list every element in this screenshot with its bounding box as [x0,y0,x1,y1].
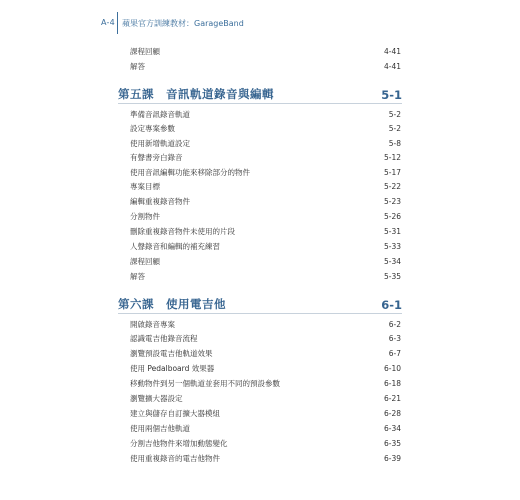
header-divider [117,12,118,34]
toc-entry-title: 設定專案參數 [130,124,175,133]
toc-entry-title: 建立與儲存自訂擴大器模組 [130,409,220,418]
toc-entry-page: 5-33 [383,242,401,251]
toc-entry[interactable] [130,150,401,165]
lesson-heading[interactable] [118,294,402,314]
toc-entry-page: 6-21 [383,394,401,403]
toc-entry-page: 5-12 [383,153,401,162]
toc-entry-title: 瀏覽擴大器設定 [130,394,183,403]
toc-entry-page: 6-18 [383,379,401,388]
toc-entry-title: 準備音訊錄音軌道 [130,110,190,119]
toc-entry[interactable] [130,179,401,194]
toc-entry-title: 人聲錄音和編輯的補充練習 [130,242,220,251]
page-number: A-4 [101,18,115,27]
toc-entry-page: 5-26 [383,212,401,221]
toc-entry-title: 開啟錄音專案 [130,320,175,329]
toc-entry-title: 編輯重複錄音物件 [130,197,190,206]
toc-entry[interactable] [130,194,401,209]
lesson-heading[interactable] [118,84,402,104]
toc-entry-title: 使用兩個吉他軌道 [130,424,190,433]
toc-entry-page: 5-17 [383,168,401,177]
toc-entry-title: 認識電吉他錄音流程 [130,334,198,343]
toc-entry-title: 課程回顧 [130,47,160,56]
lesson-title: 第五課 音訊軌道錄音與編輯 [118,87,274,101]
toc-entry-title: 使用 Pedalboard 效果器 [130,364,215,373]
toc-entry-page: 6-34 [383,424,401,433]
toc-entry-page: 6-7 [388,349,401,358]
toc-entry[interactable] [130,361,401,376]
toc-entry-page: 6-2 [388,320,401,329]
toc-entry[interactable] [130,436,401,451]
toc-entry[interactable] [130,107,401,122]
toc-entry-page: 6-10 [383,364,401,373]
lesson-page: 5-1 [381,88,402,102]
toc-entry-page: 5-23 [383,197,401,206]
toc-entry-title: 刪除重複錄音物件未使用的片段 [130,227,235,236]
toc-entry[interactable] [130,406,401,421]
toc-entry[interactable] [130,317,401,332]
toc-entry[interactable] [130,59,401,74]
toc-entry[interactable] [130,239,401,254]
toc-entry[interactable] [130,331,401,346]
toc-entry-title: 使用重複錄音的電吉他物件 [130,454,220,463]
toc-entry-page: 5-2 [388,110,401,119]
toc-entry[interactable] [130,391,401,406]
toc-entry[interactable] [130,254,401,269]
toc-entry-page: 4-41 [383,62,401,71]
toc-entry-title: 移動物件到另一個軌道並套用不同的預設參數 [130,379,280,388]
toc-entry[interactable] [130,346,401,361]
toc-entry[interactable] [130,269,401,284]
toc-entry[interactable] [130,376,401,391]
toc-entry-title: 分割物件 [130,212,160,221]
toc-entry[interactable] [130,44,401,59]
toc-entry-page: 5-2 [388,124,401,133]
toc-entry-page: 6-35 [383,439,401,448]
toc-entry-page: 5-31 [383,227,401,236]
toc-entry-title: 解答 [130,272,145,281]
toc-entry[interactable] [130,209,401,224]
toc-entry-page: 5-22 [383,182,401,191]
toc-entry-title: 課程回顧 [130,257,160,266]
toc-entry-page: 6-28 [383,409,401,418]
toc-entry-page: 6-3 [388,334,401,343]
toc-entry-title: 解答 [130,62,145,71]
toc-entry-title: 瀏覽預設電吉他軌道效果 [130,349,213,358]
toc-entry[interactable] [130,165,401,180]
page-header [0,0,520,44]
toc-entry[interactable] [130,451,401,466]
toc-entry-page: 4-41 [383,47,401,56]
toc-entry-title: 使用音訊編輯功能來移除部分的物件 [130,168,250,177]
lesson-title: 第六課 使用電吉他 [118,297,226,311]
toc-entry-page: 5-35 [383,272,401,281]
toc-entry-title: 使用新增軌道設定 [130,139,190,148]
toc-entry[interactable] [130,136,401,151]
lesson-page: 6-1 [381,298,402,312]
toc-entry[interactable] [130,421,401,436]
toc-entry-title: 專案目標 [130,182,160,191]
toc-entry-title: 有聲書旁白錄音 [130,153,183,162]
toc-entry[interactable] [130,224,401,239]
toc-entry-page: 5-34 [383,257,401,266]
book-title: 蘋果官方訓練教材：GarageBand [122,19,244,28]
toc-entry-title: 分割吉他物件來增加動態變化 [130,439,228,448]
toc-entry-page: 5-8 [388,139,401,148]
toc-entry-page: 6-39 [383,454,401,463]
toc-entry[interactable] [130,121,401,136]
